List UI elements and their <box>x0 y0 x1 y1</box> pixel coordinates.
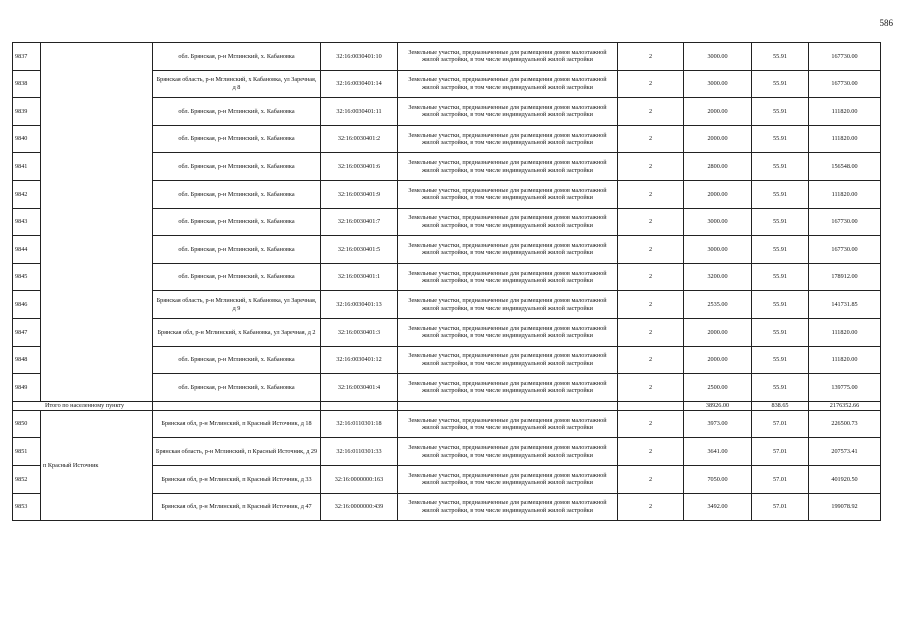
address-cell: Брянская область, р-н Мглинский, п Красный Источник, д 29 <box>153 438 321 466</box>
area-cell: 3000.00 <box>684 208 752 236</box>
page-number: 586 <box>879 18 893 28</box>
row-number: 9839 <box>13 98 41 126</box>
total-empty-cell <box>618 401 684 410</box>
rate-cell: 55.91 <box>752 43 809 71</box>
table-row <box>13 410 881 438</box>
group-code-cell: 2 <box>618 98 684 126</box>
address-cell: обл. Брянская, р-н Мглинский, х. Кабановка <box>153 374 321 402</box>
cadastral-number-cell: 32:16:0030401:14 <box>321 70 398 98</box>
address-cell: Брянская обл, р-н Мглинский, п Красный Источник, д 18 <box>153 410 321 438</box>
total-empty-cell <box>153 401 321 410</box>
land-use-cell: Земельные участки, предназначенные для размещения домов малоэтажной жилой застройки, в том числе индивидуальной жилой застройки <box>398 236 618 264</box>
land-use-cell: Земельные участки, предназначенные для размещения домов малоэтажной жилой застройки, в том числе индивидуальной жилой застройки <box>398 98 618 126</box>
land-use-cell: Земельные участки, предназначенные для размещения домов малоэтажной жилой застройки, в том числе индивидуальной жилой застройки <box>398 493 618 521</box>
cadastral-number-cell: 32:16:0030401:5 <box>321 236 398 264</box>
cadastral-number-cell: 32:16:0110301:18 <box>321 410 398 438</box>
area-cell: 3000.00 <box>684 70 752 98</box>
rate-cell: 55.91 <box>752 374 809 402</box>
address-cell: Брянская область, р-н Мглинский, х Кабановка, ул Заречная, д 9 <box>153 291 321 319</box>
area-cell: 3000.00 <box>684 43 752 71</box>
row-number: 9848 <box>13 346 41 374</box>
address-cell: обл. Брянская, р-н Мглинский, х. Кабановка <box>153 153 321 181</box>
cadastral-number-cell: 32:16:0030401:12 <box>321 346 398 374</box>
cadastral-value-cell: 207573.41 <box>809 438 881 466</box>
group-code-cell: 2 <box>618 438 684 466</box>
total-empty-cell <box>321 401 398 410</box>
land-use-cell: Земельные участки, предназначенные для размещения домов малоэтажной жилой застройки, в том числе индивидуальной жилой застройки <box>398 180 618 208</box>
cadastral-number-cell: 32:16:0030401:3 <box>321 318 398 346</box>
group-code-cell: 2 <box>618 410 684 438</box>
cadastral-value-cell: 167730.00 <box>809 236 881 264</box>
cadastral-number-cell: 32:16:0030401:2 <box>321 125 398 153</box>
cadastral-value-cell: 111820.00 <box>809 346 881 374</box>
rate-cell: 55.91 <box>752 346 809 374</box>
cadastral-number-cell: 32:16:0030401:7 <box>321 208 398 236</box>
area-cell: 2000.00 <box>684 318 752 346</box>
total-rate: 838.65 <box>752 401 809 410</box>
cadastral-value-cell: 178912.00 <box>809 263 881 291</box>
rate-cell: 55.91 <box>752 125 809 153</box>
land-use-cell: Земельные участки, предназначенные для размещения домов малоэтажной жилой застройки, в том числе индивидуальной жилой застройки <box>398 465 618 493</box>
row-number: 9837 <box>13 43 41 71</box>
area-cell: 2000.00 <box>684 180 752 208</box>
land-use-cell: Земельные участки, предназначенные для размещения домов малоэтажной жилой застройки, в том числе индивидуальной жилой застройки <box>398 438 618 466</box>
group-code-cell: 2 <box>618 180 684 208</box>
land-use-cell: Земельные участки, предназначенные для размещения домов малоэтажной жилой застройки, в том числе индивидуальной жилой застройки <box>398 208 618 236</box>
group-code-cell: 2 <box>618 465 684 493</box>
row-number: 9843 <box>13 208 41 236</box>
row-number: 9850 <box>13 410 41 438</box>
land-use-cell: Земельные участки, предназначенные для размещения домов малоэтажной жилой застройки, в том числе индивидуальной жилой застройки <box>398 346 618 374</box>
area-cell: 2500.00 <box>684 374 752 402</box>
area-cell: 3492.00 <box>684 493 752 521</box>
land-use-cell: Земельные участки, предназначенные для размещения домов малоэтажной жилой застройки, в том числе индивидуальной жилой застройки <box>398 410 618 438</box>
cadastral-number-cell: 32:16:0030401:10 <box>321 43 398 71</box>
address-cell: Брянская обл, р-н Мглинский, х Кабановка, ул Заречная, д 2 <box>153 318 321 346</box>
rate-cell: 57.01 <box>752 410 809 438</box>
area-cell: 2000.00 <box>684 346 752 374</box>
cadastral-value-cell: 111820.00 <box>809 180 881 208</box>
address-cell: Брянская обл, р-н Мглинский, п Красный Источник, д 47 <box>153 493 321 521</box>
cadastral-number-cell: 32:16:0030401:13 <box>321 291 398 319</box>
table-body <box>13 43 881 521</box>
area-cell: 3000.00 <box>684 236 752 264</box>
land-use-cell: Земельные участки, предназначенные для размещения домов малоэтажной жилой застройки, в том числе индивидуальной жилой застройки <box>398 70 618 98</box>
group-code-cell: 2 <box>618 374 684 402</box>
cadastral-number-cell: 32:16:0030401:1 <box>321 263 398 291</box>
area-cell: 2000.00 <box>684 125 752 153</box>
land-use-cell: Земельные участки, предназначенные для размещения домов малоэтажной жилой застройки, в том числе индивидуальной жилой застройки <box>398 291 618 319</box>
rate-cell: 55.91 <box>752 208 809 236</box>
row-number: 9842 <box>13 180 41 208</box>
land-use-cell: Земельные участки, предназначенные для размещения домов малоэтажной жилой застройки, в том числе индивидуальной жилой застройки <box>398 153 618 181</box>
cadastral-value-cell: 156548.00 <box>809 153 881 181</box>
total-empty-cell <box>398 401 618 410</box>
address-cell: Брянская обл, р-н Мглинский, п Красный Источник, д 33 <box>153 465 321 493</box>
area-cell: 2535.00 <box>684 291 752 319</box>
rate-cell: 55.91 <box>752 318 809 346</box>
address-cell: обл. Брянская, р-н Мглинский, х. Кабановка <box>153 236 321 264</box>
cadastral-value-cell: 167730.00 <box>809 70 881 98</box>
cadastral-number-cell: 32:16:0110301:33 <box>321 438 398 466</box>
group-code-cell: 2 <box>618 291 684 319</box>
group-code-cell: 2 <box>618 263 684 291</box>
rate-cell: 55.91 <box>752 263 809 291</box>
area-cell: 2800.00 <box>684 153 752 181</box>
land-use-cell: Земельные участки, предназначенные для размещения домов малоэтажной жилой застройки, в том числе индивидуальной жилой застройки <box>398 374 618 402</box>
row-number: 9847 <box>13 318 41 346</box>
group-code-cell: 2 <box>618 236 684 264</box>
area-cell: 3200.00 <box>684 263 752 291</box>
address-cell: обл. Брянская, р-н Мглинский, х. Кабановка <box>153 208 321 236</box>
row-number: 9841 <box>13 153 41 181</box>
rate-cell: 55.91 <box>752 236 809 264</box>
land-use-cell: Земельные участки, предназначенные для размещения домов малоэтажной жилой застройки, в том числе индивидуальной жилой застройки <box>398 263 618 291</box>
total-label: Итого по населенному пункту <box>13 401 153 410</box>
group-code-cell: 2 <box>618 43 684 71</box>
row-number: 9844 <box>13 236 41 264</box>
rate-cell: 57.01 <box>752 438 809 466</box>
rate-cell: 57.01 <box>752 493 809 521</box>
address-cell: обл. Брянская, р-н Мглинский, х. Кабановка <box>153 263 321 291</box>
cadastral-value-cell: 167730.00 <box>809 208 881 236</box>
group-code-cell: 2 <box>618 346 684 374</box>
cadastral-value-cell: 141731.85 <box>809 291 881 319</box>
address-cell: обл. Брянская, р-н Мглинский, х. Кабановка <box>153 180 321 208</box>
rate-cell: 57.01 <box>752 465 809 493</box>
cadastral-number-cell: 32:16:0030401:11 <box>321 98 398 126</box>
cadastral-value-cell: 199078.92 <box>809 493 881 521</box>
rate-cell: 55.91 <box>752 70 809 98</box>
row-number: 9852 <box>13 465 41 493</box>
row-number: 9838 <box>13 70 41 98</box>
rate-cell: 55.91 <box>752 153 809 181</box>
row-number: 9846 <box>13 291 41 319</box>
cadastral-value-cell: 167730.00 <box>809 43 881 71</box>
address-cell: обл. Брянская, р-н Мглинский, х. Кабановка <box>153 43 321 71</box>
row-number: 9853 <box>13 493 41 521</box>
group-code-cell: 2 <box>618 153 684 181</box>
rate-cell: 55.91 <box>752 180 809 208</box>
cadastral-number-cell: 32:16:0030401:9 <box>321 180 398 208</box>
cadastral-value-cell: 226500.73 <box>809 410 881 438</box>
row-number: 9840 <box>13 125 41 153</box>
address-cell: обл. Брянская, р-н Мглинский, х. Кабановка <box>153 125 321 153</box>
group-code-cell: 2 <box>618 125 684 153</box>
land-use-cell: Земельные участки, предназначенные для размещения домов малоэтажной жилой застройки, в том числе индивидуальной жилой застройки <box>398 43 618 71</box>
address-cell: Брянская область, р-н Мглинский, х Кабановка, ул Заречная, д 8 <box>153 70 321 98</box>
cadastral-value-cell: 111820.00 <box>809 318 881 346</box>
area-cell: 3641.00 <box>684 438 752 466</box>
area-cell: 2000.00 <box>684 98 752 126</box>
cadastral-number-cell: 32:16:0030401:4 <box>321 374 398 402</box>
cadastral-number-cell: 32:16:0030401:6 <box>321 153 398 181</box>
total-value: 2176352.66 <box>809 401 881 410</box>
table-row <box>13 43 881 71</box>
group-code-cell: 2 <box>618 208 684 236</box>
rate-cell: 55.91 <box>752 291 809 319</box>
cadastral-number-cell: 32:16:0000000:163 <box>321 465 398 493</box>
row-number: 9845 <box>13 263 41 291</box>
address-cell: обл. Брянская, р-н Мглинский, х. Кабановка <box>153 346 321 374</box>
total-area: 38926.00 <box>684 401 752 410</box>
cadastral-value-cell: 111820.00 <box>809 125 881 153</box>
locality-cell <box>41 43 153 402</box>
area-cell: 7050.00 <box>684 465 752 493</box>
land-use-cell: Земельные участки, предназначенные для размещения домов малоэтажной жилой застройки, в том числе индивидуальной жилой застройки <box>398 125 618 153</box>
locality-cell: п Красный Источник <box>41 410 153 520</box>
total-row <box>13 401 881 410</box>
address-cell: обл. Брянская, р-н Мглинский, х. Кабановка <box>153 98 321 126</box>
group-code-cell: 2 <box>618 493 684 521</box>
row-number: 9851 <box>13 438 41 466</box>
cadastral-number-cell: 32:16:0000000:439 <box>321 493 398 521</box>
row-number: 9849 <box>13 374 41 402</box>
area-cell: 3973.00 <box>684 410 752 438</box>
cadastral-value-cell: 111820.00 <box>809 98 881 126</box>
land-use-cell: Земельные участки, предназначенные для размещения домов малоэтажной жилой застройки, в том числе индивидуальной жилой застройки <box>398 318 618 346</box>
land-register-table <box>12 42 881 521</box>
cadastral-value-cell: 139775.00 <box>809 374 881 402</box>
group-code-cell: 2 <box>618 318 684 346</box>
group-code-cell: 2 <box>618 70 684 98</box>
rate-cell: 55.91 <box>752 98 809 126</box>
cadastral-value-cell: 401920.50 <box>809 465 881 493</box>
